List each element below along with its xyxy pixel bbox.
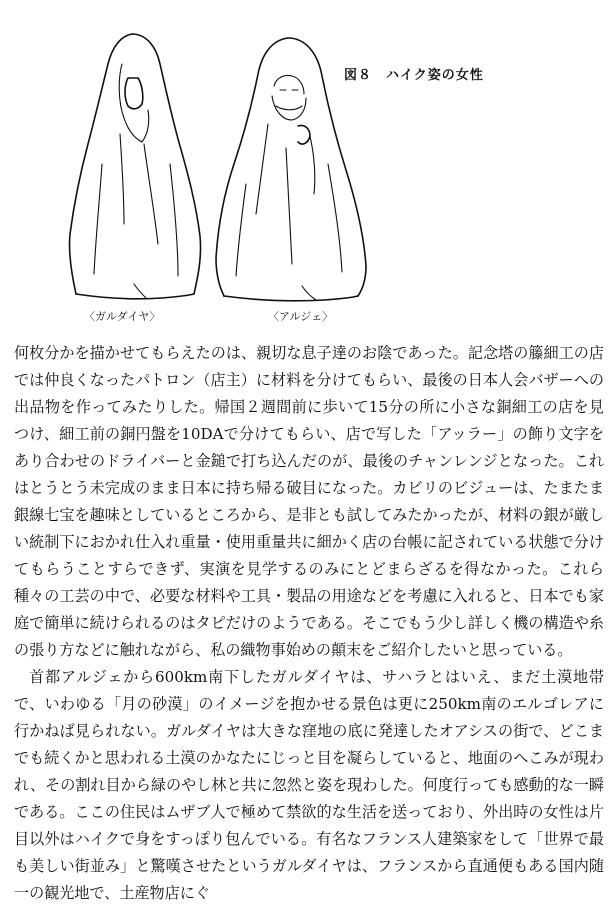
caption-algiers: 〈アルジェ〉 — [268, 310, 334, 323]
body-text — [14, 340, 604, 907]
caption-ghardaia: 〈ガルダイヤ〉 — [84, 310, 161, 323]
haik-woman-ghardaia-illustration — [62, 14, 212, 304]
haik-woman-algiers-illustration — [210, 14, 375, 304]
figure-8 — [40, 14, 600, 330]
paragraph-2: 首都アルジェから600km南下したガルダイヤは、サハラとはいえ、まだ土漠地帯で、いわゆる「月の砂漠」のイメージを抱かせる景色は更に250km南のエルゴレアに行かねば見られない。ガルダイヤは大きな窪地の底に発達したオアシスの街で、どこまでも続くかと思われる土漠のかなたにじっと目を凝らしていると、地面のへこみが現われ、その割れ目から緑のやし林と共に忽然と姿を現わした。何度行っても感動的な一瞬である。ここの住民はムザブ人で極めて禁欲的な生活を送っており、外出時の女性は片目以外はハイクで身をすっぽり包んでいる。有名なフランス人建築家をして「世界で最も美しい街並み」と驚嘆させたというガルダイヤは、フランスから直通便もある国内随一の観光地で、土産物店にぐ — [14, 668, 604, 902]
paragraph-1: 何枚分かを描かせてもらえたのは、親切な息子達のお陰であった。記念塔の籐細工の店では仲良くなったパトロン（店主）に材料を分けてもらい、最後の日本人会バザーへの出品物を作ってみたりした。帰国２週間前に歩いて15分の所に小さな銅細工の店を見つけ、細工前の銅円盤を10DAで分けてもらい、店で写した「アッラー」の飾り文字をあり合わせのドライバーと金鎚で打ち込んだのが、最後のチャンレンジとなった。これはとうとう未完成のまま日本に持ち帰る破目になった。カビリのビジューは、たまたま銀線七宝を趣味としているところから、是非とも試してみたかったが、材料の銀が厳しい統制下におかれ仕入れ重量・使用重量共に細かく店の台帳に記されている状態で分けてもらうことすらできず、実演を見学するのみにとどまらざるを得なかった。これら種々の工芸の中で、必要な材料や工具・製品の用途などを考慮に入れると、日本でも家庭で簡単に続けられるのはタピだけのようである。そこでもう少し詳しく機の構造や糸の張り方などに触れながら、私の織物事始めの顛末をご紹介したいと思っている。 — [14, 344, 604, 659]
figure-title: 図８ ハイク姿の女性 — [344, 68, 484, 83]
